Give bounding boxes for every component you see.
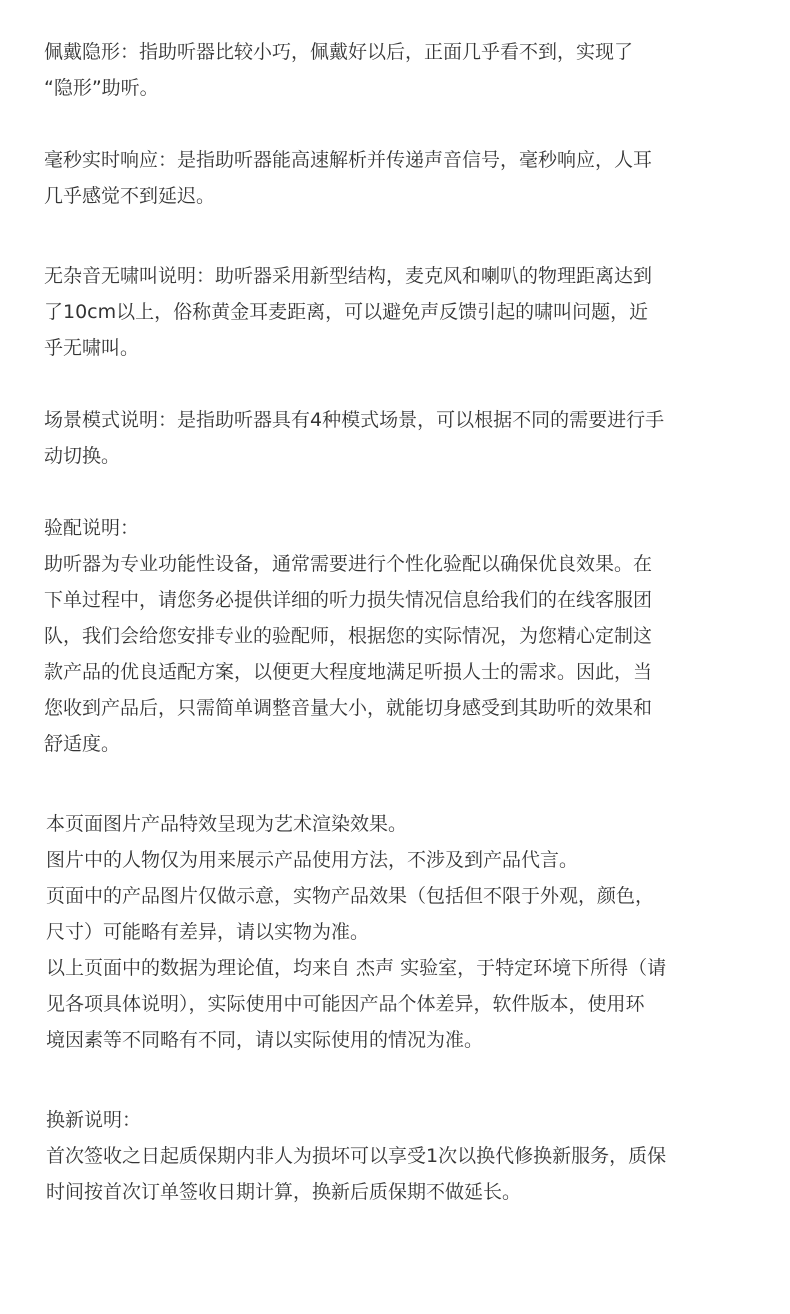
text-line: 图片中的人物仅为用来展示产品使用方法，不涉及到产品代言。 bbox=[46, 849, 579, 871]
text-line: 时间按首次订单签收日期计算，换新后质保期不做延长。 bbox=[46, 1181, 522, 1203]
text-line: 乎无啸叫。 bbox=[44, 337, 140, 359]
text-line: 动切换。 bbox=[44, 445, 121, 467]
section-scene-modes bbox=[44, 402, 742, 474]
section-disclaimer bbox=[44, 806, 742, 1058]
text-line: “隐形”助听。 bbox=[44, 77, 159, 99]
text-line: 境因素等不同略有不同，请以实际使用的情况为准。 bbox=[46, 1029, 484, 1051]
text-line: 无杂音无啸叫说明：助听器采用新型结构，麦克风和喇叭的物理距离达到 bbox=[44, 265, 653, 287]
text-line: 页面中的产品图片仅做示意，实物产品效果（包括但不限于外观，颜色， bbox=[46, 885, 655, 907]
text-line: 舒适度。 bbox=[44, 733, 121, 755]
text-line: 首次签收之日起质保期内非人为损坏可以享受1次以换代修换新服务，质保 bbox=[46, 1145, 667, 1167]
text-line: 几乎感觉不到延迟。 bbox=[44, 185, 216, 207]
text-line: 款产品的优良适配方案，以便更大程度地满足听损人士的需求。因此，当 bbox=[44, 661, 653, 683]
section-exchange bbox=[44, 1102, 742, 1210]
text-line: 了10cm以上，俗称黄金耳麦距离，可以避免声反馈引起的啸叫问题，近 bbox=[44, 301, 649, 323]
section-millisecond-response bbox=[44, 142, 742, 214]
text-line: 下单过程中，请您务必提供详细的听力损失情况信息给我们的在线客服团 bbox=[44, 589, 653, 611]
section-fitting bbox=[44, 510, 742, 762]
text-line: 毫秒实时响应：是指助听器能高速解析并传递声音信号，毫秒响应，人耳 bbox=[44, 149, 653, 171]
text-line: 尺寸）可能略有差异，请以实物为准。 bbox=[46, 921, 370, 943]
text-line: 见各项具体说明），实际使用中可能因产品个体差异，软件版本，使用环 bbox=[46, 993, 645, 1015]
text-line: 您收到产品后，只需简单调整音量大小，就能切身感受到其助听的效果和 bbox=[44, 697, 653, 719]
text-line: 助听器为专业功能性设备，通常需要进行个性化验配以确保优良效果。在 bbox=[44, 553, 653, 575]
text-line: 本页面图片产品特效呈现为艺术渲染效果。 bbox=[46, 813, 408, 835]
text-line: 场景模式说明：是指助听器具有4种模式场景，可以根据不同的需要进行手 bbox=[44, 409, 665, 431]
section-heading: 换新说明： bbox=[46, 1109, 142, 1131]
section-no-noise bbox=[44, 258, 742, 366]
section-invisible-wear bbox=[44, 34, 742, 106]
text-line: 佩戴隐形：指助听器比较小巧，佩戴好以后，正面几乎看不到，实现了 bbox=[44, 41, 634, 63]
section-heading: 验配说明： bbox=[44, 517, 140, 539]
text-line: 以上页面中的数据为理论值，均来自 杰声 实验室，于特定环境下所得（请 bbox=[46, 957, 667, 979]
text-line: 队，我们会给您安排专业的验配师，根据您的实际情况，为您精心定制这 bbox=[44, 625, 653, 647]
